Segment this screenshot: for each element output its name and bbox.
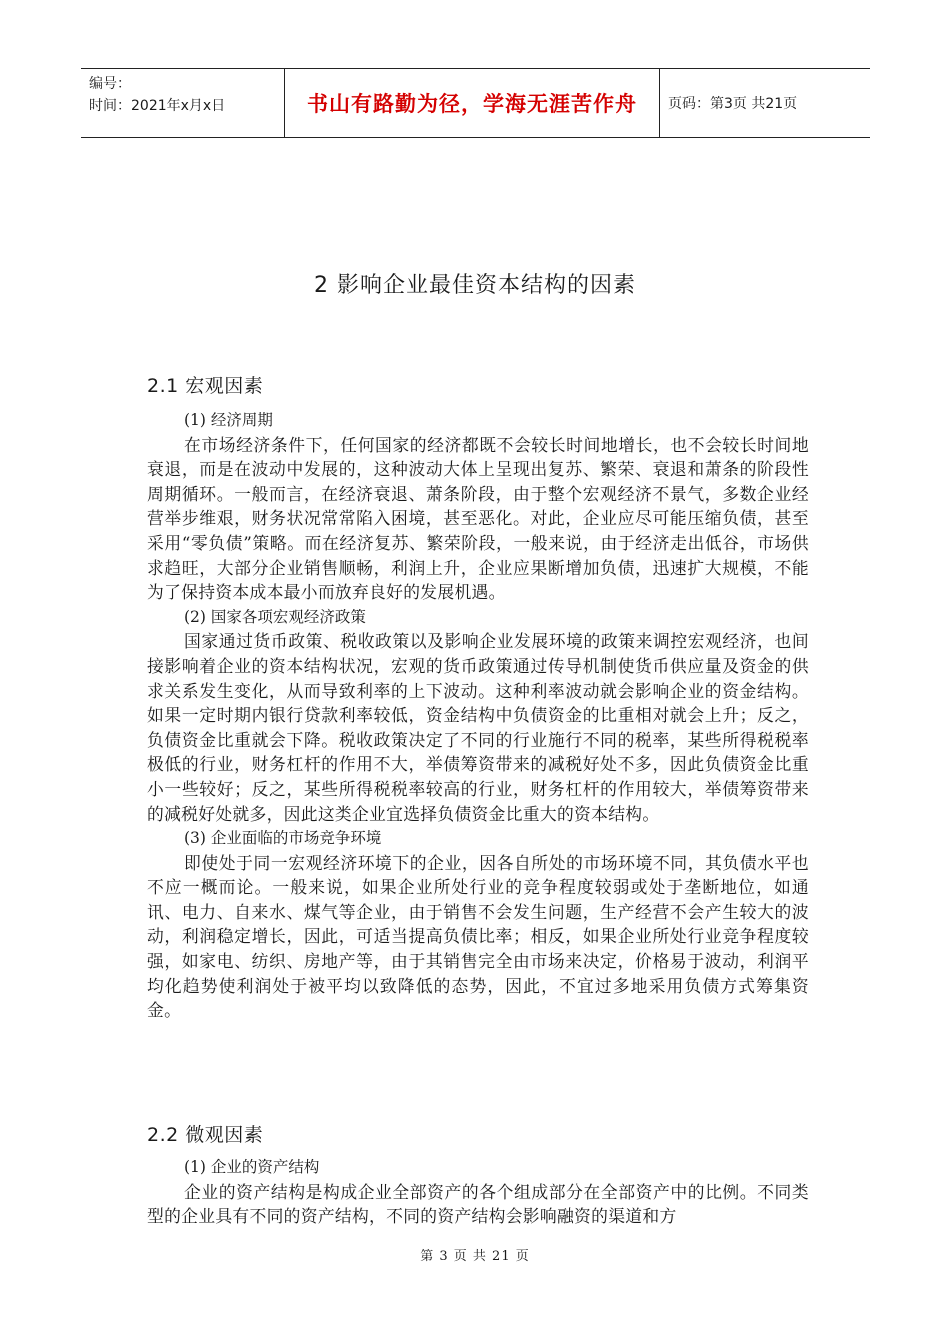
header-meta <box>81 69 284 137</box>
subheading: (1) 企业的资产结构 <box>184 1158 320 1176</box>
page-header <box>81 68 870 138</box>
number-label: 编号： <box>89 76 131 92</box>
chapter-title: 2 影响企业最佳资本结构的因素 <box>314 273 636 298</box>
subheading: (2) 国家各项宏观经济政策 <box>184 607 366 626</box>
paragraph: 企业的资产结构是构成企业全部资产的各个组成部分在全部资产中的比例。不同类型的企业具有不同的资产结构，不同的资产结构会影响融资的渠道和方 <box>147 1181 809 1227</box>
paragraph: 国家通过货币政策、税收政策以及影响企业发展环境的政策来调控宏观经济，也间接影响着企业的资本结构状况，宏观的货币政策通过传导机制使货币供应量及资金的供求关系发生变化，从而导致利率的上下波动。这种利率波动就会影响企业的资金结构。如果一定时期内银行贷款利率较低，资金结构中负债资金的比重相对就会上升；反之，负债资金比重就会下降。税收政策决定了不同的行业施行不同的税率，某些所得税税率极低的行业，财务杠杆的作用不大，举债筹资带来的减税好处不多，因此负债资金比重小一些较好；反之，某些所得税税率较高的行业，财务杠杆的作用较大，举债筹资带来的减税好处就多，因此这类企业宜选择负债资金比重大的资本结构。 <box>147 631 809 824</box>
paragraph: 即使处于同一宏观经济环境下的企业，因各自所处的市场环境不同，其负债水平也不应一概而论。一般来说，如果企业所处行业的竞争程度较弱或处于垄断地位，如通讯、电力、自来水、煤气等企业，由于销售不会发生问题，生产经营不会产生较大的波动，利润稳定增长，因此，可适当提高负债比率；相反，如果企业所处行业竞争程度较强，如家电、纺织、房地产等，由于其销售完全由市场来决定，价格易于波动，利润平均化趋势使利润处于被平均以致降低的态势，因此，不宜过多地采用负债方式筹集资金。 <box>147 852 809 1021</box>
page-info: 页码：第3页 共21页 <box>668 96 798 112</box>
subheading: (3) 企业面临的市场竞争环境 <box>184 829 382 848</box>
section-heading: 2.1 宏观因素 <box>147 375 264 397</box>
page-footer: 第 3 页 共 21 页 <box>420 1249 530 1264</box>
paragraph: 在市场经济条件下，任何国家的经济都既不会较长时间地增长，也不会较长时间地衰退，而是在波动中发展的，这种波动大体上呈现出复苏、繁荣、衰退和萧条的阶段性周期循环。一般而言，在经济衰退、萧条阶段，由于整个宏观经济不景气，多数企业经营举步维艰，财务状况常常陷入困境，甚至恶化。对此，企业应尽可能压缩负债，甚至采用“零负债”策略。而在经济复苏、繁荣阶段，一般来说，由于经济走出低谷，市场供求趋旺，大部分企业销售顺畅，利润上升，企业应果断增加负债，迅速扩大规模，不能为了保持资本成本最小而放弃良好的发展机遇。 <box>147 434 809 603</box>
date-line: 时间：2021年x月x日 <box>89 98 226 114</box>
subheading: (1) 经济周期 <box>184 411 273 429</box>
section-heading: 2.2 微观因素 <box>147 1124 264 1146</box>
section-body-macro <box>147 408 809 1023</box>
section-body-micro <box>147 1155 809 1229</box>
motto: 书山有路勤为径，学海无涯苦作舟 <box>284 69 660 137</box>
